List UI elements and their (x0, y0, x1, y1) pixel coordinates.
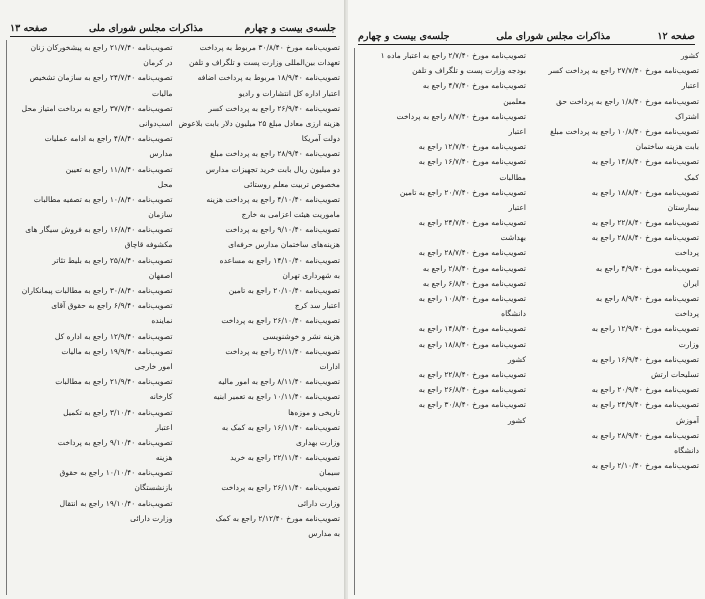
text-line: دو میلیون ریال بابت خرید تجهیزات مدارس (205, 164, 340, 174)
text-line: کشور (681, 51, 699, 60)
text-line: بازنشستگان (134, 483, 173, 493)
text-line: تصویب‌نامه مورخ ۱۶/۹/۴۰ راجع به (591, 354, 699, 364)
text-line: بیمارستان (667, 202, 699, 212)
text-line: مخصوص تربیت معلم روستائی (243, 179, 340, 189)
text-line: تصویب‌نامه مورخ ۱۰/۸/۴۰ راجع به پرداخت مبلغ (550, 126, 699, 136)
text-line: تصویب‌نامه ۲۱/۷/۴۰ راجع به پیشخورکان زنان (30, 43, 173, 52)
text-line: ماموریت هیئت اعزامی به خارج (241, 210, 340, 220)
text-line: کمک (684, 172, 699, 182)
text-line: تصویب‌نامه مورخ ۱/۸/۴۰ راجع به پرداخت حق (556, 96, 699, 106)
text-line: تصویب‌نامه مورخ ۱۲/۹/۴۰ راجع به (591, 324, 699, 334)
text-line: نماینده (151, 316, 173, 326)
text-line: تصویب‌نامه ۲۱/۹/۴۰ راجع به مطالبات (55, 377, 173, 387)
text-line: اعتبار (508, 126, 526, 136)
text-line: تصویب‌نامه ۸/۱۱/۴۰ راجع به امور مالیه (218, 377, 340, 387)
text-line: محل (157, 179, 173, 189)
text-line: تصویب‌نامه مورخ ۱۶/۷/۴۰ راجع به (418, 157, 526, 167)
text-line: تصویب‌نامه مورخ ۳۰/۸/۴۰ مربوط به پرداخت (199, 43, 340, 52)
text-line: تصویب‌نامه مورخ ۲/۱۲/۴۰ راجع به کمک (215, 513, 340, 523)
text-line: وزارت بهداری (296, 437, 340, 447)
text-line: تصویب‌نامه مورخ ۱۲/۷/۴۰ راجع به (418, 142, 526, 152)
right-page-column-left (354, 48, 526, 595)
text-line: هزینه (155, 453, 173, 463)
text-line: به شهرداری تهران (282, 270, 340, 280)
text-line: وزارت دارائی (297, 498, 340, 508)
text-line: به مدارس (308, 529, 340, 538)
text-line: تصویب‌نامه ۳۷/۷/۴۰ راجع به برداخت امتیاز محل (21, 103, 173, 113)
text-line: تصویب‌نامه ۱۰/۱۰/۴۰ راجع به حقوق (59, 468, 173, 478)
text-line: تصویب‌نامه ۹/۱۰/۴۰ راجع به پرداخت (57, 437, 173, 447)
text-line: تصویب‌نامه مورخ ۸/۹/۴۰ راجع به (595, 294, 699, 303)
text-line: تصویب‌نامه مورخ ۱۸/۸/۴۰ راجع به (591, 187, 699, 197)
text-line: تصویب‌نامه مورخ ۲۷/۷/۴۰ راجع به پرداخت کسر (548, 66, 699, 76)
right-page-header-number: صفحه ۱۲ (657, 30, 695, 42)
text-line: تصویب‌نامه ۴/۱۰/۴۰ راجع به پرداخت هزینه (206, 194, 340, 204)
text-line: تسلیحات ارتش (650, 369, 699, 379)
text-line: تصویب‌نامه ۱۰/۸/۴۰ راجع به تصفیه مطالبات (33, 194, 173, 204)
text-line: تصویب‌نامه ۲۲/۱۱/۴۰ راجع به خرید (230, 453, 340, 463)
text-line: دانشگاه (674, 445, 699, 455)
text-line: تصویب‌نامه مورخ ۲/۱۰/۴۰ راجع به (591, 461, 699, 471)
text-line: تصویب‌نامه ۱۹/۹/۴۰ راجع به مالیات (61, 346, 173, 356)
right-page-header-title: مذاکرات مجلس شورای ملی (496, 30, 611, 42)
text-line: تصویب‌نامه مورخ ۲۰/۷/۴۰ راجع به تامین (399, 187, 526, 197)
text-line: تصویب‌نامه ۱۱/۸/۴۰ راجع به تعیین (65, 164, 173, 174)
text-line: پرداخت (675, 248, 699, 258)
text-line: تصویب‌نامه مورخ ۲/۷/۴۰ راجع به اعتبار ماده ۱ (380, 51, 526, 60)
right-page-columns (354, 48, 699, 595)
text-line: تصویب‌نامه مورخ ۳۰/۸/۴۰ راجع به (418, 400, 526, 410)
text-line: اعتبار (508, 202, 526, 212)
text-line: اعتبار (155, 422, 173, 432)
left-page-header-title: مذاکرات مجلس شورای ملی (89, 22, 204, 34)
text-line: بودجه وزارت پست و تلگراف و تلفن (412, 66, 526, 76)
left-page (0, 0, 346, 599)
text-line: تصویب‌نامه مورخ ۲۴/۹/۴۰ راجع به (591, 400, 699, 410)
text-line: تصویب‌نامه مورخ ۱۸/۸/۴۰ راجع به (418, 339, 526, 349)
text-line: تصویب‌نامه ۲۵/۸/۴۰ راجع به بلیط تئاتر (52, 255, 173, 265)
left-page-header-session: جلسه‌ی بیست و چهارم (244, 22, 336, 34)
text-line: در کرمان (143, 58, 173, 68)
text-line: تصویب‌نامه ۱۲/۹/۴۰ راجع به اداره کل (54, 331, 173, 341)
text-line: تصویب‌نامه ۳/۱۰/۴۰ راجع به تکمیل (63, 407, 173, 417)
right-page (348, 0, 705, 599)
text-line: اشتراک (675, 111, 699, 121)
text-line: تصویب‌نامه ۲۰/۱۰/۴۰ راجع به تامین (228, 286, 340, 295)
text-line: پرداخت (675, 309, 699, 319)
text-line: تصویب‌نامه ۲۸/۹/۴۰ راجع به پرداخت مبلغ (210, 149, 340, 159)
text-line: تاریخی و موزه‌ها (288, 407, 340, 417)
text-line: تصویب‌نامه مورخ ۱۴/۸/۴۰ راجع به (418, 324, 526, 334)
text-line: تصویب‌نامه ۴/۸/۴۰ راجع به ادامه عملیات (44, 134, 173, 144)
text-line: تصویب‌نامه مورخ ۲۲/۸/۴۰ راجع به (591, 218, 699, 228)
text-line: وزارت دارائی (130, 513, 173, 523)
text-line: تصویب‌نامه مورخ ۲۸/۸/۴۰ راجع به (591, 233, 699, 243)
text-line: اصفهان (148, 270, 173, 280)
text-line: تصویب‌نامه مورخ ۲/۸/۴۰ راجع به (422, 263, 526, 273)
text-line: اسب‌دوانی (138, 118, 173, 128)
text-line: تصویب‌نامه ۱۶/۸/۴۰ راجع به فروش سیگار های (25, 225, 173, 235)
text-line: معلمین (503, 96, 526, 106)
left-page-header (10, 20, 336, 37)
text-line: وزارت (678, 339, 699, 349)
text-line: آموزش (675, 415, 699, 425)
text-line: تصویب‌نامه مورخ ۲۴/۷/۴۰ راجع به (418, 218, 526, 228)
text-line: مدارس (149, 149, 173, 159)
right-page-header-session: جلسه‌ی بیست و چهارم (358, 30, 450, 42)
text-line: تصویب‌نامه مورخ ۲۰/۹/۴۰ راجع به (591, 385, 699, 395)
text-line: تصویب‌نامه مورخ ۲۸/۷/۴۰ راجع به (418, 248, 526, 258)
text-line: تصویب‌نامه ۹/۱۰/۴۰ راجع به پرداخت (225, 225, 340, 235)
text-line: تصویب‌نامه مورخ ۱۰/۸/۴۰ راجع به (418, 294, 526, 303)
text-line: تصویب‌نامه مورخ ۲۶/۸/۴۰ راجع به (418, 385, 526, 395)
text-line: تعهدات بین‌المللی وزارت پست و تلگراف و تلفن (189, 58, 340, 68)
text-line: تصویب‌نامه ۱۹/۱۰/۴۰ راجع به انتقال (59, 498, 173, 508)
text-line: تصویب‌نامه مورخ ۴/۹/۴۰ راجع به (595, 263, 699, 273)
text-line: مطالبات (499, 172, 526, 182)
text-line: هزینه‌های ساختمان مدارس حرفه‌ای (228, 240, 340, 250)
text-line: تصویب‌نامه ۲۶/۹/۴۰ راجع به پرداخت کسر (208, 103, 340, 113)
text-line: هزینه ارزی معادل مبلغ ۲۵ میلیون دلار بابت بلاعوض (178, 118, 340, 128)
left-page-column-left (6, 40, 173, 595)
text-line: ایران (682, 278, 699, 288)
text-line: تصویب‌نامه مورخ ۱۴/۸/۴۰ راجع به (591, 157, 699, 167)
text-line: تصویب‌نامه ۱۴/۱۰/۴۰ راجع به مساعده (219, 255, 340, 265)
text-line: سیمان (319, 468, 340, 478)
left-page-column-right (179, 40, 341, 595)
left-page-header-number: صفحه ۱۳ (10, 22, 48, 34)
text-line: تصویب‌نامه ۲۴/۷/۴۰ راجع به سازمان تشخیص (29, 73, 173, 83)
text-line: هزینه نشر و خوشنویسی (262, 331, 340, 341)
text-line: دولت آمریکا (301, 134, 340, 144)
text-line: تصویب‌نامه مورخ ۸/۷/۴۰ راجع به پرداخت (396, 111, 526, 121)
text-line: مکشوفه قاچاق (124, 240, 173, 250)
text-line: ادارات (319, 361, 340, 371)
text-line: تصویب‌نامه ۲۶/۱۰/۴۰ راجع به پرداخت (221, 316, 340, 326)
text-line: مالیات (152, 88, 173, 98)
text-line: تصویب‌نامه مورخ ۴/۷/۴۰ راجع به (422, 81, 526, 91)
text-line: امور خارجی (134, 361, 173, 371)
right-page-header (358, 28, 695, 45)
text-line: کشور (508, 354, 526, 364)
text-line: تصویب‌نامه ۱۶/۱۱/۴۰ راجع به کمک به (221, 422, 340, 432)
text-line: کارخانه (149, 392, 173, 402)
text-line: اعتبار (681, 81, 699, 91)
right-page-column-right (532, 48, 699, 595)
left-page-columns (6, 40, 340, 595)
text-line: تصویب‌نامه ۱۸/۹/۴۰ مربوط به پرداخت اضافه (197, 73, 340, 83)
text-line: تصویب‌نامه ۶/۹/۴۰ راجع به حقوق آقای (51, 301, 173, 311)
text-line: اعتبار سد کرج (294, 301, 340, 311)
text-line: کشور (508, 415, 526, 425)
text-line: تصویب‌نامه مورخ ۲۸/۹/۴۰ راجع به (591, 430, 699, 440)
text-line: تصویب‌نامه ۱۰/۱۱/۴۰ راجع به تعمیر ابنیه (213, 392, 340, 402)
text-line: بهداشت (500, 233, 526, 243)
text-line: سازمان (148, 210, 173, 220)
text-line: اعتبار اداره کل انتشارات و رادیو (238, 88, 340, 98)
text-line: تصویب‌نامه مورخ ۲۲/۸/۴۰ راجع به (418, 369, 526, 379)
text-line: تصویب‌نامه ۳۰/۸/۴۰ راجع به مطالبات پیمانکاران (21, 286, 173, 295)
text-line: تصویب‌نامه ۲۶/۱۱/۴۰ راجع به پرداخت (221, 483, 340, 493)
text-line: بابت هزینه ساختمان (635, 142, 699, 152)
text-line: دانشگاه (501, 309, 526, 319)
text-line: تصویب‌نامه ۲/۱۱/۴۰ راجع به پرداخت (225, 346, 340, 356)
text-line: تصویب‌نامه مورخ ۶/۸/۴۰ راجع به (422, 278, 526, 288)
